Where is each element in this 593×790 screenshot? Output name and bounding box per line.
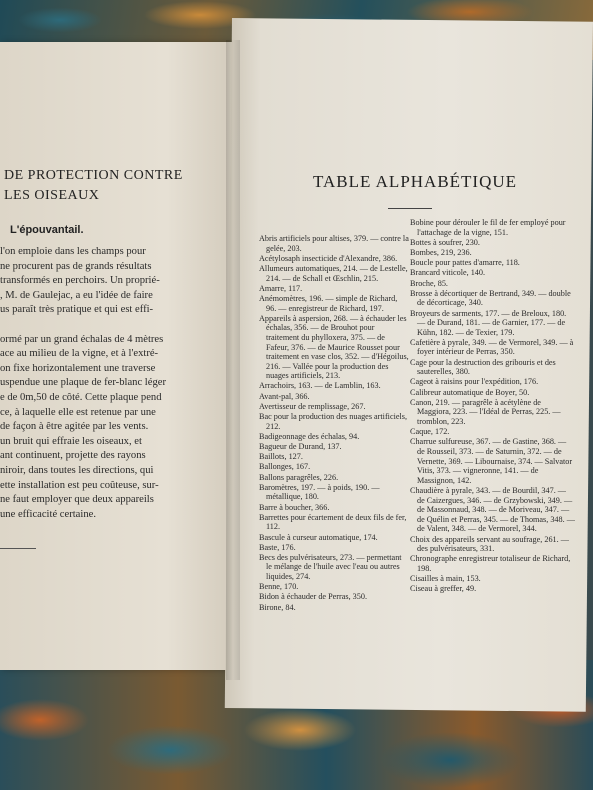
- index-entry: Charrue sulfureuse, 367. — de Gastine, 368. — de Rousseil, 373. — de Saturnin, 372. — de Vernette, 369. — Libournaise, 374. — Salvator Vitis, 373. — vigneronne, 141. — de Massignon, 142.: [410, 437, 573, 485]
- index-entry: Cisailles à main, 153.: [410, 574, 481, 584]
- index-entry: Acétylosaph insecticide d'Alexandre, 386.: [259, 253, 398, 263]
- index-entry: Allumeurs automatiques, 214. — de Lestelle, 214. — de Schall et Œschlin, 215.: [259, 263, 408, 283]
- body-line: [0, 318, 230, 333]
- index-title-rule: [388, 208, 432, 209]
- index-entry: Baste, 176.: [259, 542, 296, 552]
- body-line: ant continuent, projette des rayons: [0, 450, 146, 462]
- left-page-rule: [0, 548, 36, 549]
- index-entry: Cage pour la destruction des gribouris et des sauterelles, 380.: [410, 357, 556, 377]
- body-line: us paraît très pratique et qui est effi-: [0, 304, 154, 316]
- body-line: ette installation est peu coûteuse, sur-: [0, 479, 159, 491]
- body-line: une efficacité certaine.: [0, 508, 96, 520]
- index-entry: Bidon à échauder de Perras, 350.: [259, 592, 367, 602]
- body-line: l'on emploie dans les champs pour: [0, 246, 146, 257]
- index-entry: Arrachoirs, 163. — de Lamblin, 163.: [259, 381, 381, 391]
- body-line: , M. de Gaulejac, a eu l'idée de faire: [0, 289, 153, 301]
- index-column-right: [410, 218, 575, 594]
- index-entry: Avant-pal, 366.: [259, 391, 310, 401]
- index-entry: Boucle pour pattes d'amarre, 118.: [410, 258, 520, 268]
- index-entry: Bagueur de Durand, 137.: [259, 442, 342, 451]
- left-page-title: [4, 166, 234, 206]
- body-line: uspendue une plaque de fer-blanc léger: [0, 377, 166, 389]
- left-page-title-line: LES OISEAUX: [4, 188, 100, 203]
- index-entry: Becs des pulvérisateurs, 273. — permettant le mélange de l'huile avec l'eau ou autres liquides, 274.: [259, 552, 402, 582]
- index-entry: Choix des appareils servant au soufrage, 261. — des pulvérisateurs, 331.: [410, 534, 569, 554]
- index-entry: Brosse à décortiquer de Bertrand, 349. — double de décorticage, 340.: [410, 288, 571, 308]
- index-entry: Canon, 219. — paragrêle à acétylène de Maggiora, 223. — l'Idéal de Perras, 225. — tromblon, 223.: [410, 397, 561, 426]
- index-entry: Birone, 84.: [259, 602, 296, 612]
- index-entry: Amarre, 117.: [259, 283, 303, 293]
- index-entry: Bottes à soufrer, 230.: [410, 237, 480, 247]
- body-line: niroir, dans toutes les directions, qui: [0, 464, 154, 476]
- index-entry: Appareils à aspersion, 268. — à échauder les échalas, 356. — de Brouhot pour traitement du phylloxera, 375. — de Fafeur, 376. — de Maurice Rousset pour traitement en vase clos, 352. — d'Hégoilus, 216. — Vallée pour la production des nuages artificiels, 213.: [259, 313, 409, 381]
- index-entry: Broche, 85.: [410, 278, 448, 288]
- index-entry: Chaudière à pyrale, 343. — de Bourdil, 347. — de Caizergues, 346. — de Grzybowski, 349. — de Massonnaud, 348. — de Moriveau, 347. — de Quélin et Perras, 345. — de Thomas, 348. — de Valent, 348. — de Vermorel, 344.: [410, 485, 575, 534]
- body-line: e de 0m,50 de côté. Cette plaque pend: [0, 391, 162, 403]
- index-entry: Bac pour la production des nuages artificiels, 212.: [259, 412, 408, 431]
- index-entry: Badigeonnage des échalas, 94.: [259, 431, 360, 441]
- body-line: on fixe horizontalement une traverse: [0, 362, 156, 374]
- index-entry: Bombes, 219, 236.: [410, 247, 472, 257]
- body-line: ne procurent pas de grands résultats: [0, 260, 152, 272]
- index-entry: Bascule à curseur automatique, 174.: [259, 532, 378, 542]
- index-entry: Broyeurs de sarments, 177. — de Breloux, 180. — de Durand, 181. — de Garnier, 177. — de Kühn, 182. — de Texier, 179.: [410, 308, 567, 337]
- index-entry: Cafetière à pyrale, 349. — de Vermorel, 349. — à foyer intérieur de Perras, 350.: [410, 337, 574, 357]
- body-line: transformés en perchoirs. Un proprié-: [0, 275, 160, 287]
- index-entry: Bobine pour dérouler le fil de fer employé pour l'attachage de la vigne, 151.: [410, 218, 566, 237]
- index-entry: Chronographe enregistreur totaliseur de Richard, 198.: [410, 554, 571, 573]
- index-entry: Barrettes pour écartement de deux fils de fer, 112.: [259, 512, 407, 532]
- index-entry: Benne, 170.: [259, 582, 299, 592]
- body-line: ce, à laquelle elle est retenue par une: [0, 406, 156, 418]
- body-line: ne faut employer que deux appareils: [0, 494, 154, 506]
- index-entry: Ballonges, 167.: [259, 462, 311, 472]
- index-entry: Caque, 172.: [410, 427, 450, 437]
- left-page-subtitle: L'épouvantail.: [10, 224, 84, 236]
- left-page-title-line: DE PROTECTION CONTRE: [4, 168, 183, 183]
- body-line: un bruit qui effraie les oiseaux, et: [0, 435, 142, 447]
- left-page-body: [0, 245, 230, 522]
- index-entry: Anémomètres, 196. — simple de Richard, 96. — enregistreur de Richard, 197.: [259, 293, 398, 313]
- index-entry: Brancard viticole, 140.: [410, 268, 486, 278]
- index-entry: Avertisseur de remplissage, 267.: [259, 401, 366, 411]
- index-column-left: [259, 234, 409, 613]
- index-entry: Ciseau à greffer, 49.: [410, 584, 477, 594]
- body-line: ormé par un grand échalas de 4 mètres: [0, 333, 164, 345]
- body-line: de façon à être agitée par les vents.: [0, 421, 149, 433]
- body-line: ace au milieu de la vigne, et à l'extré-: [0, 348, 159, 360]
- index-entry: Abris artificiels pour altises, 379. — contre la gelée, 203.: [259, 234, 409, 253]
- index-entry: Cageot à raisins pour l'expédition, 176.: [410, 377, 539, 387]
- index-entry: Calibreur automatique de Boyer, 50.: [410, 387, 530, 397]
- index-entry: Baromètres, 197. — à poids, 190. — métallique, 180.: [259, 482, 380, 502]
- index-title: TABLE ALPHABÉTIQUE: [312, 172, 518, 191]
- index-entry: Ballons paragrêles, 226.: [259, 472, 339, 482]
- index-entry: Baillots, 127.: [259, 452, 303, 462]
- index-entry: Barre à boucher, 366.: [259, 502, 330, 512]
